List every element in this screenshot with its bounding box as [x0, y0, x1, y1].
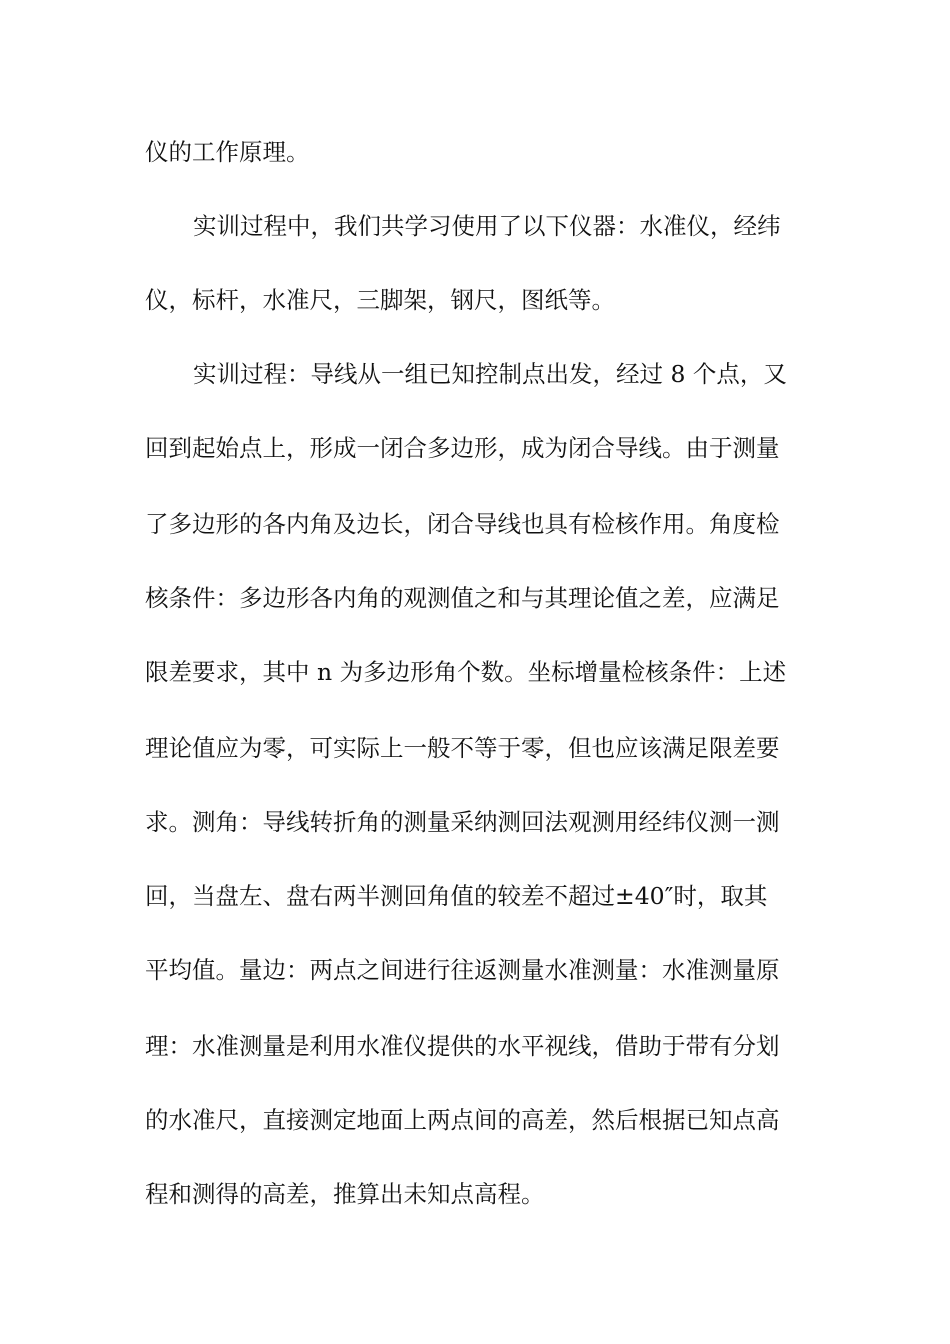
text-line: 限差要求，其中 n 为多边形角个数。坐标增量检核条件：上述 [145, 658, 787, 686]
text-line: 仪，标杆，水准尺，三脚架，钢尺，图纸等。 [145, 286, 615, 314]
text-line: 核条件：多边形各内角的观测值之和与其理论值之差，应满足 [145, 584, 780, 612]
text-line: 理：水准测量是利用水准仪提供的水平视线，借助于带有分划 [145, 1032, 780, 1060]
text-line: 程和测得的高差，推算出未知点高程。 [145, 1180, 545, 1208]
text-line: 了多边形的各内角及边长，闭合导线也具有检核作用。角度检 [145, 510, 780, 538]
text-line: 理论值应为零，可实际上一般不等于零，但也应该满足限差要 [145, 734, 780, 762]
paragraph-start-line: 实训过程中，我们共学习使用了以下仪器：水准仪，经纬 [193, 212, 781, 240]
text-line: 回，当盘左、盘右两半测回角值的较差不超过±40″时，取其 [145, 882, 768, 910]
text-line: 求。测角：导线转折角的测量采纳测回法观测用经纬仪测一测 [145, 808, 780, 836]
text-line: 的水准尺，直接测定地面上两点间的高差，然后根据已知点高 [145, 1106, 780, 1134]
text-line: 平均值。量边：两点之间进行往返测量水准测量：水准测量原 [145, 956, 780, 984]
text-line: 仪的工作原理。 [145, 138, 310, 166]
paragraph-start-line: 实训过程：导线从一组已知控制点出发，经过 8 个点，又 [193, 360, 787, 388]
text-line: 回到起始点上，形成一闭合多边形，成为闭合导线。由于测量 [145, 434, 780, 462]
